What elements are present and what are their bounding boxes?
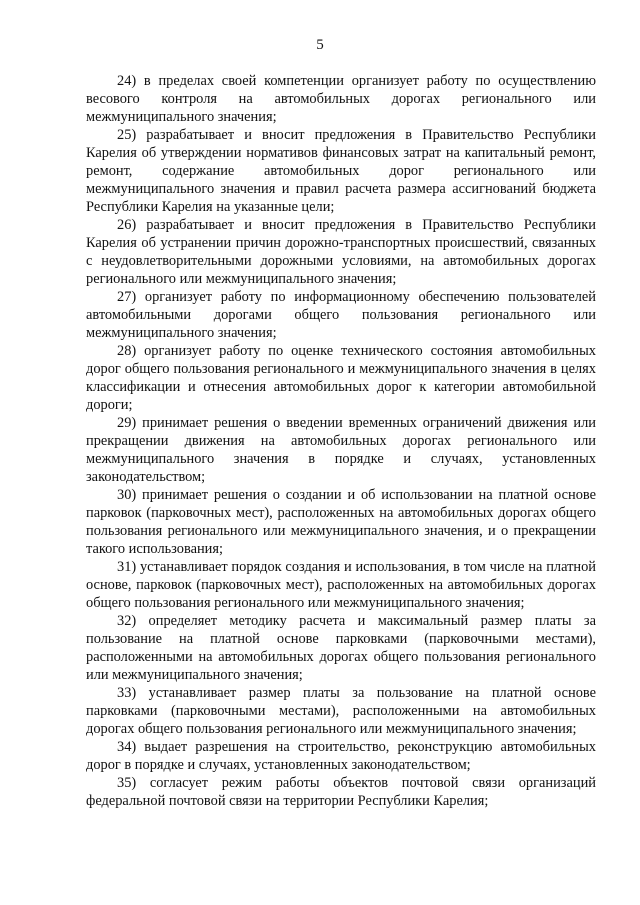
paragraph-32: 32) определяет методику расчета и максимальный размер платы за пользование на платной основе парковками (парковочными местами), расположенными на автомобильных дорогах общего пользования регионального или межмуниципального значения; <box>86 613 596 683</box>
paragraph-29: 29) принимает решения о введении временных ограничений движения или прекращении движения на автомобильных дорогах регионального или межмуниципального значения в порядке и случаях, установленных законодательством; <box>86 415 596 485</box>
paragraph-34: 34) выдает разрешения на строительство, реконструкцию автомобильных дорог в порядке и случаях, установленных законодательством; <box>86 739 596 773</box>
paragraph-33: 33) устанавливает размер платы за пользование на платной основе парковками (парковочными местами), расположенными на автомобильных дорогах общего пользования регионального или межмуниципального значения; <box>86 685 596 737</box>
paragraph-35: 35) согласует режим работы объектов почтовой связи организаций федеральной почтовой связи на территории Республики Карелия; <box>86 775 596 809</box>
paragraph-30: 30) принимает решения о создании и об использовании на платной основе парковок (парковочных мест), расположенных на автомобильных дорогах общего пользования регионального или межмуниципального значения, и о прекращении такого использования; <box>86 487 596 557</box>
paragraph-27: 27) организует работу по информационному обеспечению пользователей автомобильными дорогами общего пользования регионального или межмуниципального значения; <box>86 289 596 341</box>
paragraph-24: 24) в пределах своей компетенции организует работу по осуществлению весового контроля на автомобильных дорогах регионального или межмуниципального значения; <box>86 73 596 125</box>
paragraph-28: 28) организует работу по оценке технического состояния автомобильных дорог общего пользования регионального и межмуниципального значения в целях классификации и отнесения автомобильных дорог к категории автомобильной дороги; <box>86 343 596 413</box>
paragraph-26: 26) разрабатывает и вносит предложения в Правительство Республики Карелия об устранении причин дорожно-транспортных происшествий, связанных с неудовлетворительными дорожными условиями, на автомобильных дорогах регионального или межмуниципального значения; <box>86 217 596 287</box>
paragraph-31: 31) устанавливает порядок создания и использования, в том числе на платной основе, парковок (парковочных мест), расположенных на автомобильных дорогах общего пользования регионального или межмуниципального значения; <box>86 559 596 611</box>
page-number: 5 <box>316 37 324 53</box>
document-body <box>86 72 596 810</box>
paragraph-25: 25) разрабатывает и вносит предложения в Правительство Республики Карелия об утверждении нормативов финансовых затрат на капитальный ремонт, ремонт, содержание автомобильных дорог регионального или межмуниципального значения и правил расчета размера ассигнований бюджета Республики Карелия на указанные цели; <box>86 127 596 215</box>
